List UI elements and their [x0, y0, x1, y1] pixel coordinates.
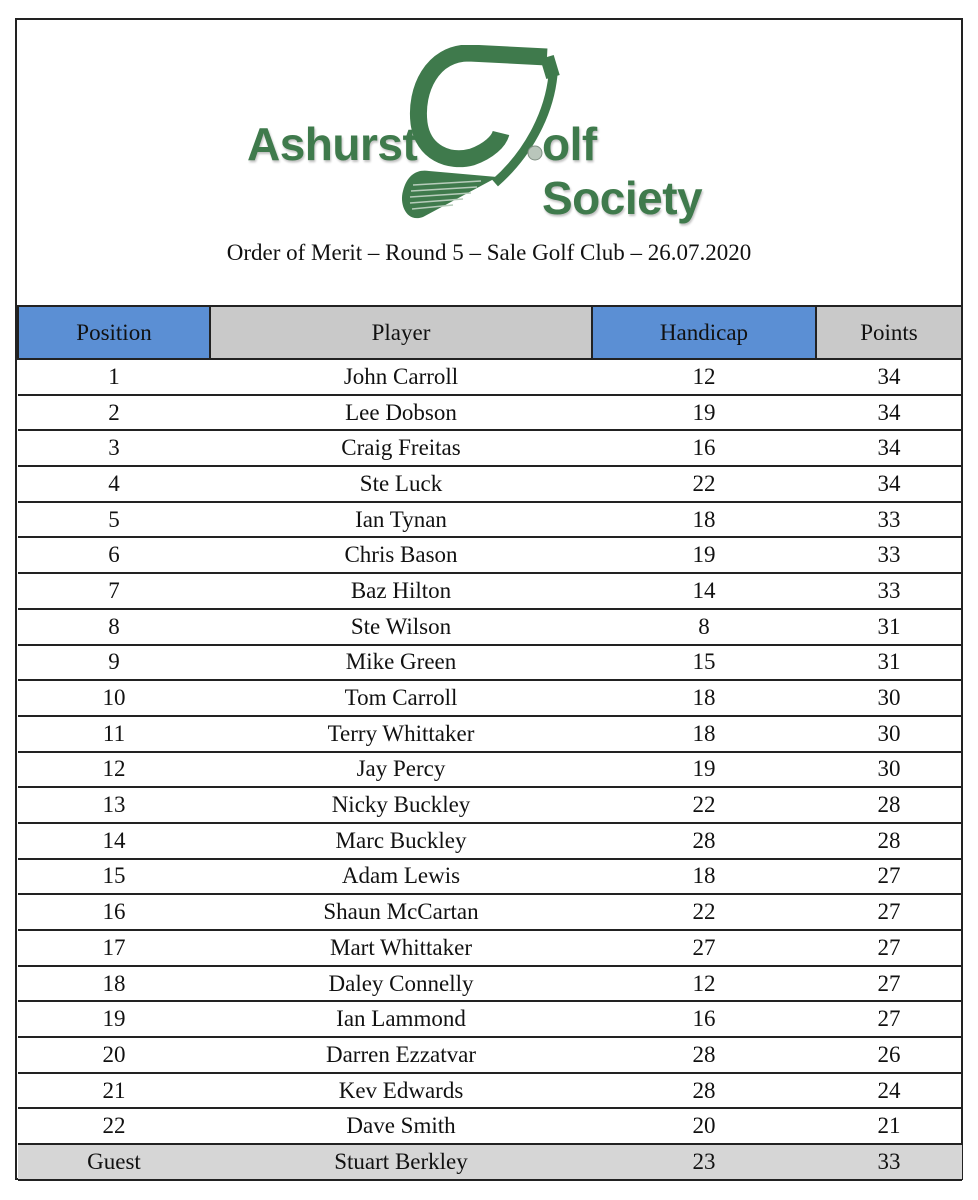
cell-handicap: 12: [592, 359, 816, 395]
table-row: [18, 716, 962, 752]
cell-player: Dave Smith: [210, 1108, 592, 1144]
cell-position: 13: [18, 787, 210, 823]
cell-player: Daley Connelly: [210, 966, 592, 1002]
cell-handicap: 27: [592, 930, 816, 966]
cell-handicap: 12: [592, 966, 816, 1002]
cell-points: 27: [816, 1001, 962, 1037]
cell-position: 6: [18, 537, 210, 573]
cell-position: 20: [18, 1037, 210, 1073]
cell-position: 22: [18, 1108, 210, 1144]
cell-handicap: 18: [592, 716, 816, 752]
cell-points: 33: [816, 502, 962, 538]
cell-handicap: 19: [592, 537, 816, 573]
cell-position: 4: [18, 466, 210, 502]
cell-player: Nicky Buckley: [210, 787, 592, 823]
cell-points: 34: [816, 466, 962, 502]
table-row: [18, 1037, 962, 1073]
table-row: [18, 466, 962, 502]
cell-handicap: 8: [592, 609, 816, 645]
cell-player: Adam Lewis: [210, 859, 592, 895]
cell-position: 19: [18, 1001, 210, 1037]
table-row: [18, 1108, 962, 1144]
cell-handicap: 28: [592, 1073, 816, 1109]
cell-position: 12: [18, 752, 210, 788]
cell-points: 27: [816, 966, 962, 1002]
cell-position: 18: [18, 966, 210, 1002]
cell-points: 34: [816, 395, 962, 431]
cell-player: Baz Hilton: [210, 573, 592, 609]
cell-handicap: 16: [592, 1001, 816, 1037]
cell-handicap: 15: [592, 645, 816, 681]
cell-player: Ian Tynan: [210, 502, 592, 538]
cell-player: Jay Percy: [210, 752, 592, 788]
cell-points: 24: [816, 1073, 962, 1109]
cell-position: 9: [18, 645, 210, 681]
cell-player: Tom Carroll: [210, 680, 592, 716]
header-handicap: Handicap: [592, 306, 816, 359]
cell-handicap: 19: [592, 752, 816, 788]
cell-player: Mike Green: [210, 645, 592, 681]
table-row: [18, 894, 962, 930]
cell-handicap: 18: [592, 859, 816, 895]
cell-player: Stuart Berkley: [210, 1144, 592, 1180]
table-row: [18, 859, 962, 895]
cell-handicap: 19: [592, 395, 816, 431]
cell-points: 21: [816, 1108, 962, 1144]
cell-position: 8: [18, 609, 210, 645]
table-row: [18, 966, 962, 1002]
golf-club-icon: [377, 45, 567, 230]
cell-handicap: 18: [592, 502, 816, 538]
cell-points: 26: [816, 1037, 962, 1073]
cell-handicap: 20: [592, 1108, 816, 1144]
cell-player: Mart Whittaker: [210, 930, 592, 966]
cell-points: 30: [816, 680, 962, 716]
cell-handicap: 22: [592, 894, 816, 930]
table-row: [18, 609, 962, 645]
cell-position: 1: [18, 359, 210, 395]
cell-points: 34: [816, 359, 962, 395]
cell-handicap: 16: [592, 430, 816, 466]
cell-position: 11: [18, 716, 210, 752]
cell-points: 28: [816, 823, 962, 859]
cell-handicap: 23: [592, 1144, 816, 1180]
cell-position: 21: [18, 1073, 210, 1109]
cell-points: 27: [816, 930, 962, 966]
cell-player: Terry Whittaker: [210, 716, 592, 752]
table-row: [18, 752, 962, 788]
cell-position: 10: [18, 680, 210, 716]
cell-handicap: 22: [592, 787, 816, 823]
cell-position: 16: [18, 894, 210, 930]
results-table: [17, 305, 963, 1181]
cell-player: Darren Ezzatvar: [210, 1037, 592, 1073]
cell-player: Marc Buckley: [210, 823, 592, 859]
page-subtitle: Order of Merit – Round 5 – Sale Golf Club – 26.07.2020: [226, 240, 752, 265]
cell-points: 31: [816, 645, 962, 681]
cell-handicap: 28: [592, 823, 816, 859]
table-row: [18, 680, 962, 716]
cell-position: 14: [18, 823, 210, 859]
cell-position: 2: [18, 395, 210, 431]
cell-points: 30: [816, 752, 962, 788]
cell-player: Ste Luck: [210, 466, 592, 502]
cell-handicap: 22: [592, 466, 816, 502]
table-row: [18, 359, 962, 395]
results-sheet: [15, 18, 963, 1180]
cell-position: Guest: [18, 1144, 210, 1180]
cell-points: 33: [816, 1144, 962, 1180]
cell-points: 31: [816, 609, 962, 645]
cell-player: John Carroll: [210, 359, 592, 395]
logo-text-left: Ashurst: [247, 118, 418, 170]
cell-player: Chris Bason: [210, 537, 592, 573]
table-row: [18, 430, 962, 466]
cell-points: 28: [816, 787, 962, 823]
table-row: [18, 787, 962, 823]
cell-points: 33: [816, 537, 962, 573]
cell-player: Craig Freitas: [210, 430, 592, 466]
table-header-row: [18, 306, 962, 359]
cell-player: Kev Edwards: [210, 1073, 592, 1109]
cell-points: 33: [816, 573, 962, 609]
header: [17, 20, 961, 307]
cell-points: 27: [816, 894, 962, 930]
cell-points: 27: [816, 859, 962, 895]
table-row: [18, 1073, 962, 1109]
cell-handicap: 18: [592, 680, 816, 716]
society-logo: [227, 45, 767, 225]
cell-player: Ian Lammond: [210, 1001, 592, 1037]
cell-position: 5: [18, 502, 210, 538]
cell-position: 17: [18, 930, 210, 966]
table-row: [18, 573, 962, 609]
cell-points: 34: [816, 430, 962, 466]
cell-player: Shaun McCartan: [210, 894, 592, 930]
cell-handicap: 14: [592, 573, 816, 609]
guest-row: [18, 1144, 962, 1180]
header-player: Player: [210, 306, 592, 359]
table-row: [18, 537, 962, 573]
cell-points: 30: [816, 716, 962, 752]
table-row: [18, 1001, 962, 1037]
cell-position: 7: [18, 573, 210, 609]
cell-player: Lee Dobson: [210, 395, 592, 431]
cell-position: 15: [18, 859, 210, 895]
table-row: [18, 395, 962, 431]
cell-player: Ste Wilson: [210, 609, 592, 645]
table-row: [18, 645, 962, 681]
cell-position: 3: [18, 430, 210, 466]
table-row: [18, 502, 962, 538]
logo-text-right: olf Society: [542, 118, 703, 224]
header-position: Position: [18, 306, 210, 359]
cell-handicap: 28: [592, 1037, 816, 1073]
header-points: Points: [816, 306, 962, 359]
table-row: [18, 823, 962, 859]
table-row: [18, 930, 962, 966]
